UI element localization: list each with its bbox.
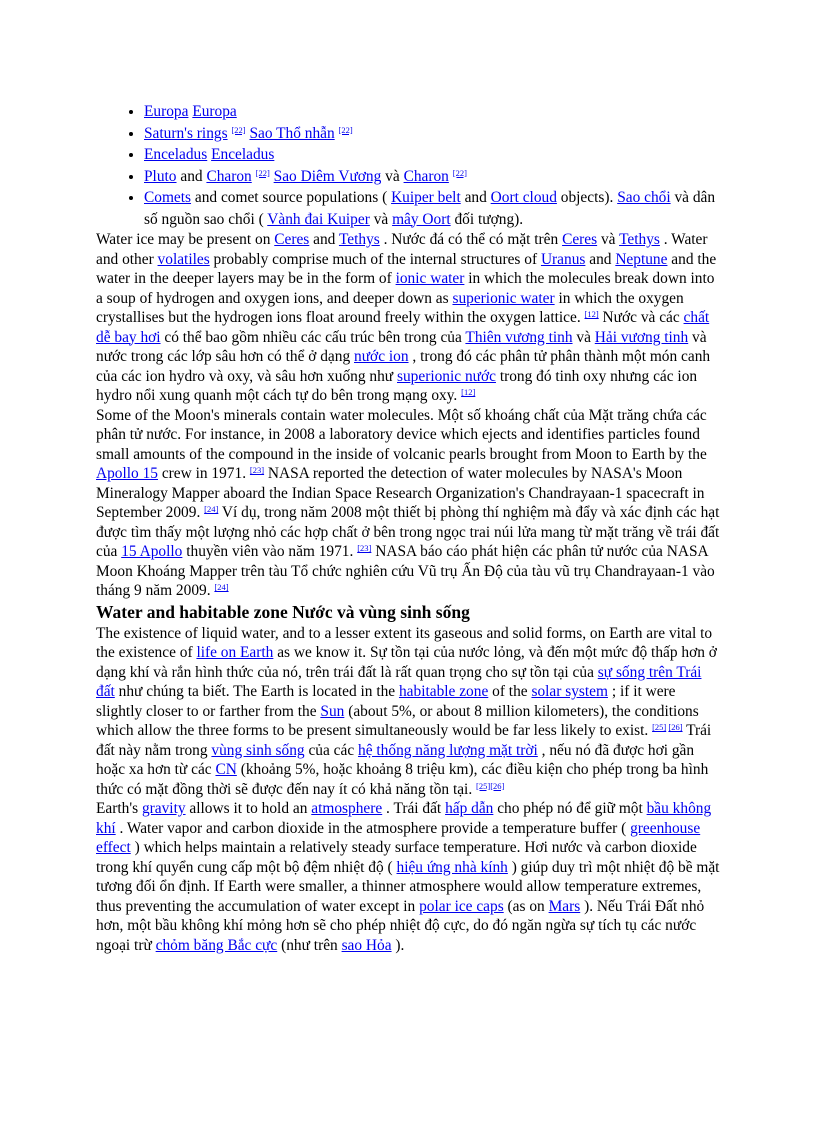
text: . Water vapor and carbon dioxide in the atmosphere provide a temperature buffer ( [115, 819, 631, 837]
link-may-oort[interactable]: mây Oort [392, 210, 451, 228]
link-kuiper-belt[interactable]: Kuiper belt [391, 189, 461, 206]
paragraph-gravity-atmosphere [96, 799, 721, 955]
link-superionic-nuoc[interactable]: superionic nước [397, 367, 496, 385]
link-uranus[interactable]: Uranus [540, 250, 586, 268]
link-vung-sinh-song[interactable]: vùng sinh sống [211, 741, 305, 759]
citation-24-b[interactable]: [24] [214, 582, 229, 592]
link-he-thong-nang-luong-mat-troi[interactable]: hệ thống năng lượng mặt trời [358, 741, 538, 759]
citation-26-b[interactable]: [26] [490, 780, 505, 791]
link-gravity[interactable]: gravity [141, 800, 186, 817]
text: and [585, 250, 616, 268]
link-tethys[interactable]: Tethys [338, 231, 380, 248]
link-atmosphere[interactable]: atmosphere [311, 800, 383, 817]
text: Water ice may be present on [96, 231, 275, 248]
text: probably comprise much of the internal structures of [209, 250, 541, 268]
link-thien-vuong-tinh[interactable]: Thiên vương tinh [465, 328, 573, 346]
link-ceres[interactable]: Ceres [274, 231, 310, 248]
text: ; if it were slightly closer to or farther from the [96, 683, 676, 720]
link-saturns-rings[interactable]: Saturn's rings [144, 124, 228, 142]
list-item-europa [144, 101, 721, 123]
link-hieu-ung-nha-kinh[interactable]: hiệu ứng nhà kính [396, 858, 508, 876]
link-sao-tho-nhan[interactable]: Sao Thổ nhẫn [249, 124, 335, 142]
citation-23[interactable]: [23] [249, 465, 265, 475]
text: và [572, 328, 595, 346]
text: (như trên [277, 936, 342, 954]
citation-22[interactable]: [22] [231, 124, 246, 135]
text: . Trái đất [382, 800, 446, 817]
text: , nếu nó đã được hơi gần hoặc xa hơn từ các [96, 741, 695, 778]
text: of the [488, 683, 532, 700]
text: đối tượng). [450, 210, 524, 228]
link-sao-diem-vuong[interactable]: Sao Diêm Vương [273, 167, 382, 185]
link-enceladus[interactable]: Enceladus [144, 146, 208, 163]
text: Ví dụ, trong năm 2008 một thiết bị phòng thí nghiệm mà đẩy và xác định các hạt được tìm thấy một lượng nhỏ các hợp chất ở bên trong ngọc trai núi lửa mang từ mặt trăng về trái đất của [96, 504, 720, 560]
citation-25-b[interactable]: [25] [476, 780, 491, 791]
link-sun[interactable]: Sun [320, 702, 345, 720]
text: Trái đất này nằm trong [96, 722, 712, 759]
text: NASA báo cáo phát hiện các phân tử nước của NASA Moon Khoáng Mapper trên tàu Tổ chức nghiên cứu Vũ trụ Ấn Độ của tàu vũ trụ Chandrayaan-1 vào tháng 9 năm 2009. [96, 543, 715, 599]
link-mars[interactable]: Mars [548, 897, 581, 915]
list-item-pluto-charon [144, 166, 721, 188]
list-item-comets [144, 187, 721, 230]
link-hap-dan[interactable]: hấp dẫn [445, 800, 494, 817]
text: có thể bao gồm nhiều các cấu trúc bên trong của [160, 328, 466, 346]
text: và nước trong các lớp sâu hơn có thể ở dạng [96, 328, 707, 365]
link-sao-hoa[interactable]: sao Hỏa [341, 936, 392, 954]
link-cn[interactable]: CN [215, 761, 237, 778]
link-charon[interactable]: Charon [206, 167, 252, 185]
document-page [96, 101, 721, 955]
text: thuyền viên vào năm 1971. [182, 543, 358, 560]
text: and [309, 231, 339, 248]
text: . Nước đá có thể có mặt trên [379, 231, 563, 248]
citation-22-b[interactable]: [22] [338, 124, 353, 135]
text: in which the oxygen crystallises but the hydrogen ions float around freely within the oxygen lattice. [96, 289, 684, 326]
paragraph-liquid-water [96, 624, 721, 800]
text: Some of the Moon's minerals contain water molecules. Một số khoáng chất của Mặt trăng chứa các phân tử nước. For instance, in 2008 a laboratory device which ejects and identifies particles found small amounts of the compound in the inside of volcanic pearls brought from Moon to Earth by the [96, 406, 707, 463]
text: objects). [556, 189, 618, 206]
link-sao-choi[interactable]: Sao chổi [617, 189, 671, 206]
link-nuoc-ion[interactable]: nước ion [354, 348, 409, 365]
citation-25[interactable]: [25] [652, 722, 667, 732]
text: as we know it. Sự tồn tại của nước lỏng, và đến một mức độ thấp hơn ở dạng khí và rắn hình thức của nó, trên trái đất là rất quan trọng cho sự tồn tại của [96, 644, 717, 681]
link-comets[interactable]: Comets [144, 189, 192, 206]
paragraph-ice-volatiles [96, 230, 721, 406]
text: trong đó tinh oxy nhưng các ion hydro nổi xung quanh một cách tự do bên trong mạng oxy. [96, 367, 698, 404]
link-oort-cloud[interactable]: Oort cloud [490, 189, 557, 206]
link-greenhouse-effect[interactable]: greenhouse effect [96, 819, 701, 856]
text: , trong đó các phân tử phân thành một món canh của các ion hydro và oxy, và sâu hơn xuống như [96, 348, 711, 385]
link-15-apollo[interactable]: 15 Apollo [121, 543, 183, 560]
text: NASA reported the detection of water molecules by NASA's Moon Mineralogy Mapper aboard the Indian Space Research Organization's Chandrayaan-1 spacecraft in September 2009. [96, 465, 705, 521]
text: and [460, 189, 491, 206]
text: and the water in the deeper layers may be in the form of [96, 250, 717, 287]
link-europa-vi[interactable]: Europa [192, 103, 237, 120]
text: cho phép nó để giữ một [493, 800, 647, 817]
text: in which the molecules break down into a soup of hydrogen and oxygen ions, and deeper down as [96, 270, 715, 307]
text: ). Nếu Trái Đất nhỏ hơn, một bầu không khí mỏng hơn sẽ cho phép nhiệt độ cực, do đó ngăn ngừa sự tích tụ các nước ngoại trừ [96, 897, 705, 954]
link-polar-ice-caps[interactable]: polar ice caps [419, 897, 504, 915]
list-item-enceladus [144, 144, 721, 166]
link-life-on-earth[interactable]: life on Earth [196, 644, 274, 661]
citation-26[interactable]: [26] [668, 722, 683, 732]
citation-24[interactable]: [24] [204, 504, 219, 514]
text: allows it to hold an [185, 800, 312, 817]
link-europa[interactable]: Europa [144, 103, 189, 120]
link-su-song-tren-trai-dat[interactable]: sự sống trên Trái đất [96, 663, 702, 700]
text: (about 5%, or about 8 million kilometers), the conditions which allow the three forms to be present simultaneously would be far less likely to exist. [96, 702, 699, 739]
link-bau-khong-khi[interactable]: bầu không khí [96, 800, 712, 837]
link-solar-system[interactable]: solar system [531, 683, 608, 700]
text: và [369, 210, 393, 228]
citation-22[interactable]: [22] [255, 167, 270, 178]
link-ionic-water[interactable]: ionic water [395, 270, 465, 287]
citation-22-b[interactable]: [22] [452, 167, 467, 178]
link-ceres-vi[interactable]: Ceres [562, 231, 598, 248]
text: Earth's [96, 800, 142, 817]
link-habitable-zone[interactable]: habitable zone [398, 683, 489, 700]
text: ) giúp duy trì một nhiệt độ bề mặt tương đối ổn định. If Earth were smaller, a thinner atmosphere would allow temperature extremes, thus preventing the accumulation of water except in [96, 858, 720, 915]
link-vanh-dai-kuiper[interactable]: Vành đai Kuiper [267, 210, 370, 228]
link-superionic-water[interactable]: superionic water [452, 289, 555, 307]
citation-12-b[interactable]: [12] [461, 387, 476, 397]
text: ). [391, 936, 405, 954]
text: and [176, 167, 207, 185]
citation-12[interactable]: [12] [584, 309, 599, 319]
link-chat-de-bay-hoi[interactable]: chất dễ bay hơi [96, 309, 710, 346]
text: . Water and other [96, 231, 708, 268]
link-chom-bang-bac-cuc[interactable]: chỏm băng Bắc cực [155, 936, 278, 954]
text: như chúng ta biết. The Earth is located in the [114, 683, 399, 700]
text: và dân số nguồn sao chổi ( [144, 189, 716, 228]
link-charon-vi[interactable]: Charon [403, 167, 449, 185]
link-pluto[interactable]: Pluto [144, 167, 177, 185]
link-volatiles[interactable]: volatiles [157, 250, 210, 268]
citation-23-b[interactable]: [23] [357, 543, 372, 553]
text: (as on [503, 897, 549, 915]
list-item-saturn-rings [144, 123, 721, 145]
water-bodies-list [96, 101, 721, 230]
link-enceladus-vi[interactable]: Enceladus [211, 146, 275, 163]
link-neptune[interactable]: Neptune [615, 250, 668, 268]
text: The existence of liquid water, and to a lesser extent its gaseous and solid forms, on Earth are vital to the existence of [96, 624, 713, 661]
section-heading: Water and habitable zone Nước và vùng sinh sống [96, 601, 470, 622]
paragraph-moon-minerals [96, 406, 721, 601]
text: crew in 1971. [158, 465, 250, 482]
link-tethys-vi[interactable]: Tethys [619, 231, 660, 248]
link-hai-vuong-tinh[interactable]: Hải vương tinh [594, 328, 689, 346]
text: của các [304, 741, 359, 759]
text: (khoảng 5%, hoặc khoảng 8 triệu km), các điều kiện cho phép trong ba hình thức có mặt đồng thời sẽ được đến nay ít có khả năng tồn tại. [96, 761, 709, 798]
text: Nước và các [598, 309, 684, 326]
text: ) which helps maintain a relatively steady surface temperature. Hơi nước và carbon dioxide trong khí quyển cung cấp một bộ đệm nhiệt độ ( [96, 839, 697, 876]
text: and comet source populations ( [191, 189, 392, 206]
link-apollo-15[interactable]: Apollo 15 [96, 465, 158, 482]
text: và [597, 231, 620, 248]
text: và [381, 167, 404, 185]
